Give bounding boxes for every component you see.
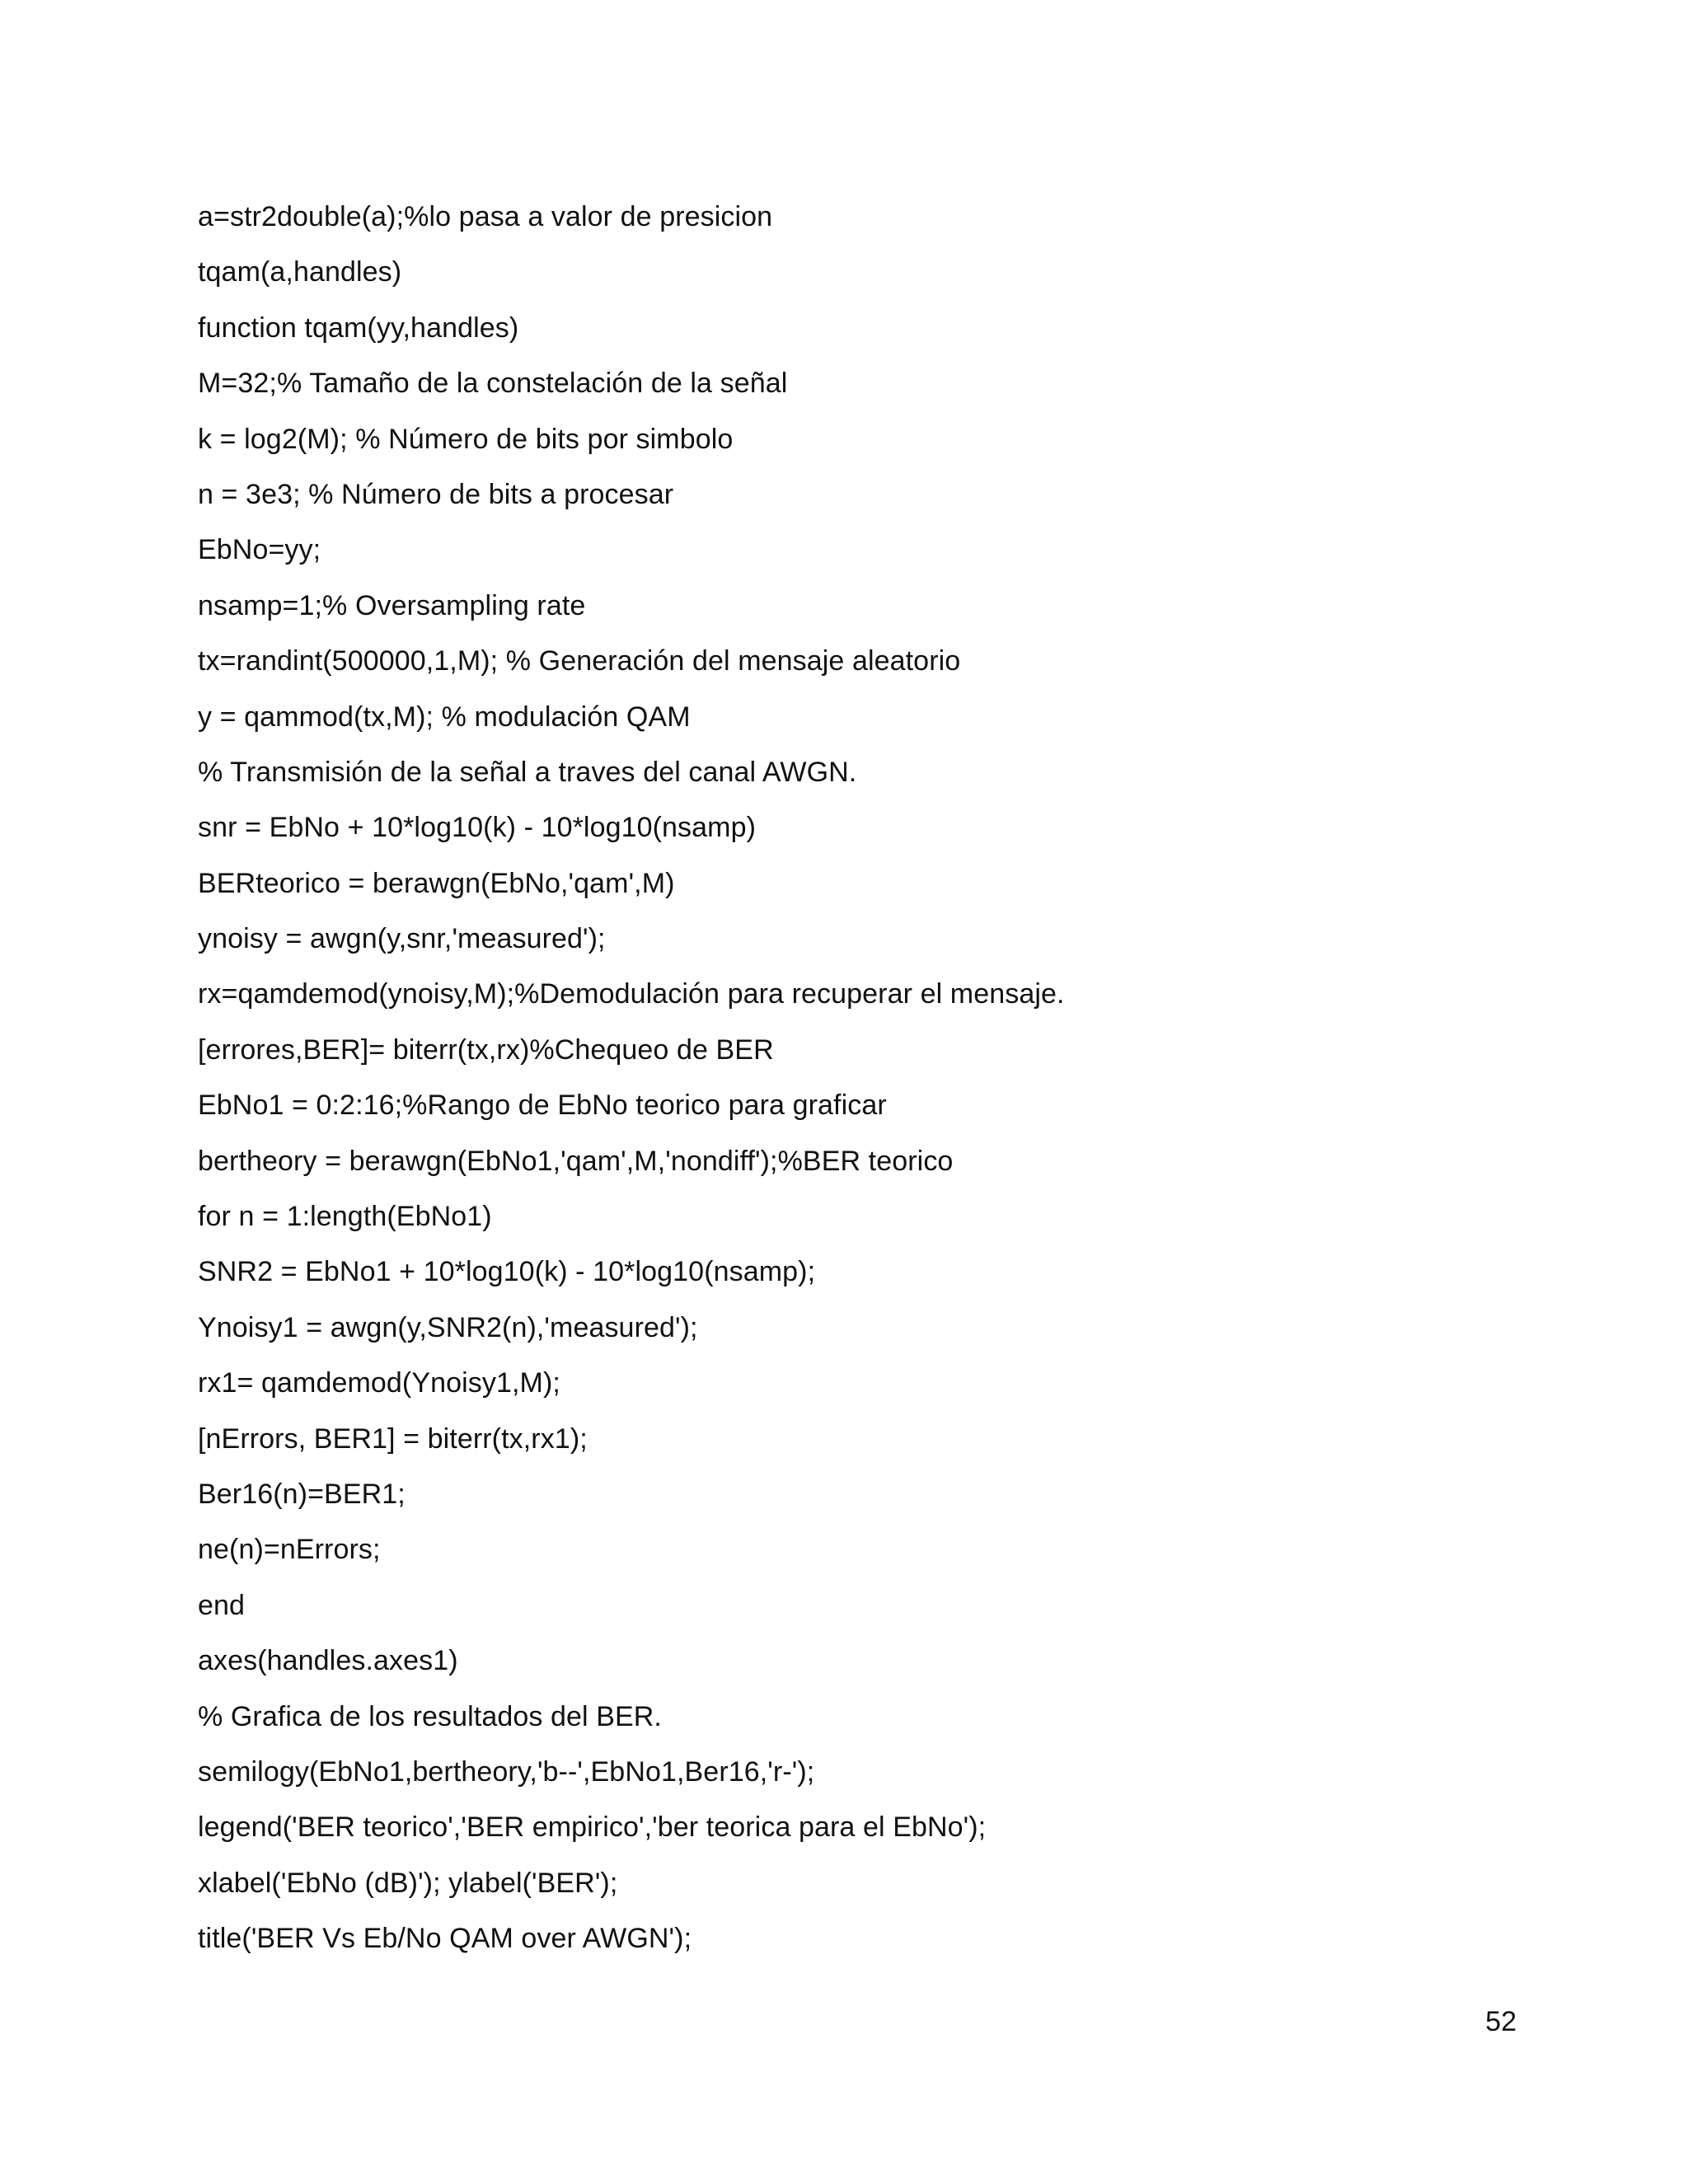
code-line: ynoisy = awgn(y,snr,'measured'); (198, 923, 606, 955)
code-line: % Grafica de los resultados del BER. (198, 1700, 662, 1732)
code-line: xlabel('EbNo (dB)'); ylabel('BER'); (198, 1867, 618, 1899)
code-line: rx=qamdemod(ynoisy,M);%Demodulación para recuperar el mensaje. (198, 978, 1065, 1010)
code-listing (198, 194, 1517, 1971)
code-line: semilogy(EbNo1,bertheory,'b--',EbNo1,Ber16,'r-'); (198, 1755, 815, 1788)
code-line: nsamp=1;% Oversampling rate (198, 589, 586, 621)
code-line: [nErrors, BER1] = biterr(tx,rx1); (198, 1422, 588, 1455)
code-line: end (198, 1589, 246, 1621)
code-line: ne(n)=nErrors; (198, 1534, 381, 1566)
code-line: EbNo1 = 0:2:16;%Rango de EbNo teorico para graficar (198, 1090, 887, 1122)
code-line: title('BER Vs Eb/No QAM over AWGN'); (198, 1923, 692, 1955)
code-line: k = log2(M); % Número de bits por simbolo (198, 423, 734, 455)
code-line: tx=randint(500000,1,M); % Generación del mensaje aleatorio (198, 645, 961, 677)
code-line: n = 3e3; % Número de bits a procesar (198, 478, 674, 510)
code-line: EbNo=yy; (198, 534, 321, 566)
code-line: function tqam(yy,handles) (198, 312, 519, 344)
page-number: 52 (1485, 2006, 1517, 2037)
code-line: snr = EbNo + 10*log10(k) - 10*log10(nsamp) (198, 812, 757, 844)
code-line: Ber16(n)=BER1; (198, 1478, 406, 1510)
code-line: Ynoisy1 = awgn(y,SNR2(n),'measured'); (198, 1311, 698, 1343)
code-line: M=32;% Tamaño de la constelación de la señal (198, 368, 788, 400)
code-line: for n = 1:length(EbNo1) (198, 1201, 492, 1233)
code-line: tqam(a,handles) (198, 256, 402, 288)
code-line: SNR2 = EbNo1 + 10*log10(k) - 10*log10(nsamp); (198, 1256, 816, 1288)
code-line: legend('BER teorico','BER empirico','ber teorica para el EbNo'); (198, 1811, 987, 1844)
code-line: % Transmisión de la señal a traves del canal AWGN. (198, 756, 857, 788)
code-line: axes(handles.axes1) (198, 1645, 458, 1677)
code-line: bertheory = berawgn(EbNo1,'qam',M,'nondiff');%BER teorico (198, 1145, 954, 1177)
code-line: BERteorico = berawgn(EbNo,'qam',M) (198, 867, 675, 899)
code-line: [errores,BER]= biterr(tx,rx)%Chequeo de BER (198, 1033, 774, 1066)
code-line: rx1= qamdemod(Ynoisy1,M); (198, 1367, 560, 1399)
code-line: a=str2double(a);%lo pasa a valor de presicion (198, 201, 773, 232)
code-line: y = qammod(tx,M); % modulación QAM (198, 701, 691, 733)
